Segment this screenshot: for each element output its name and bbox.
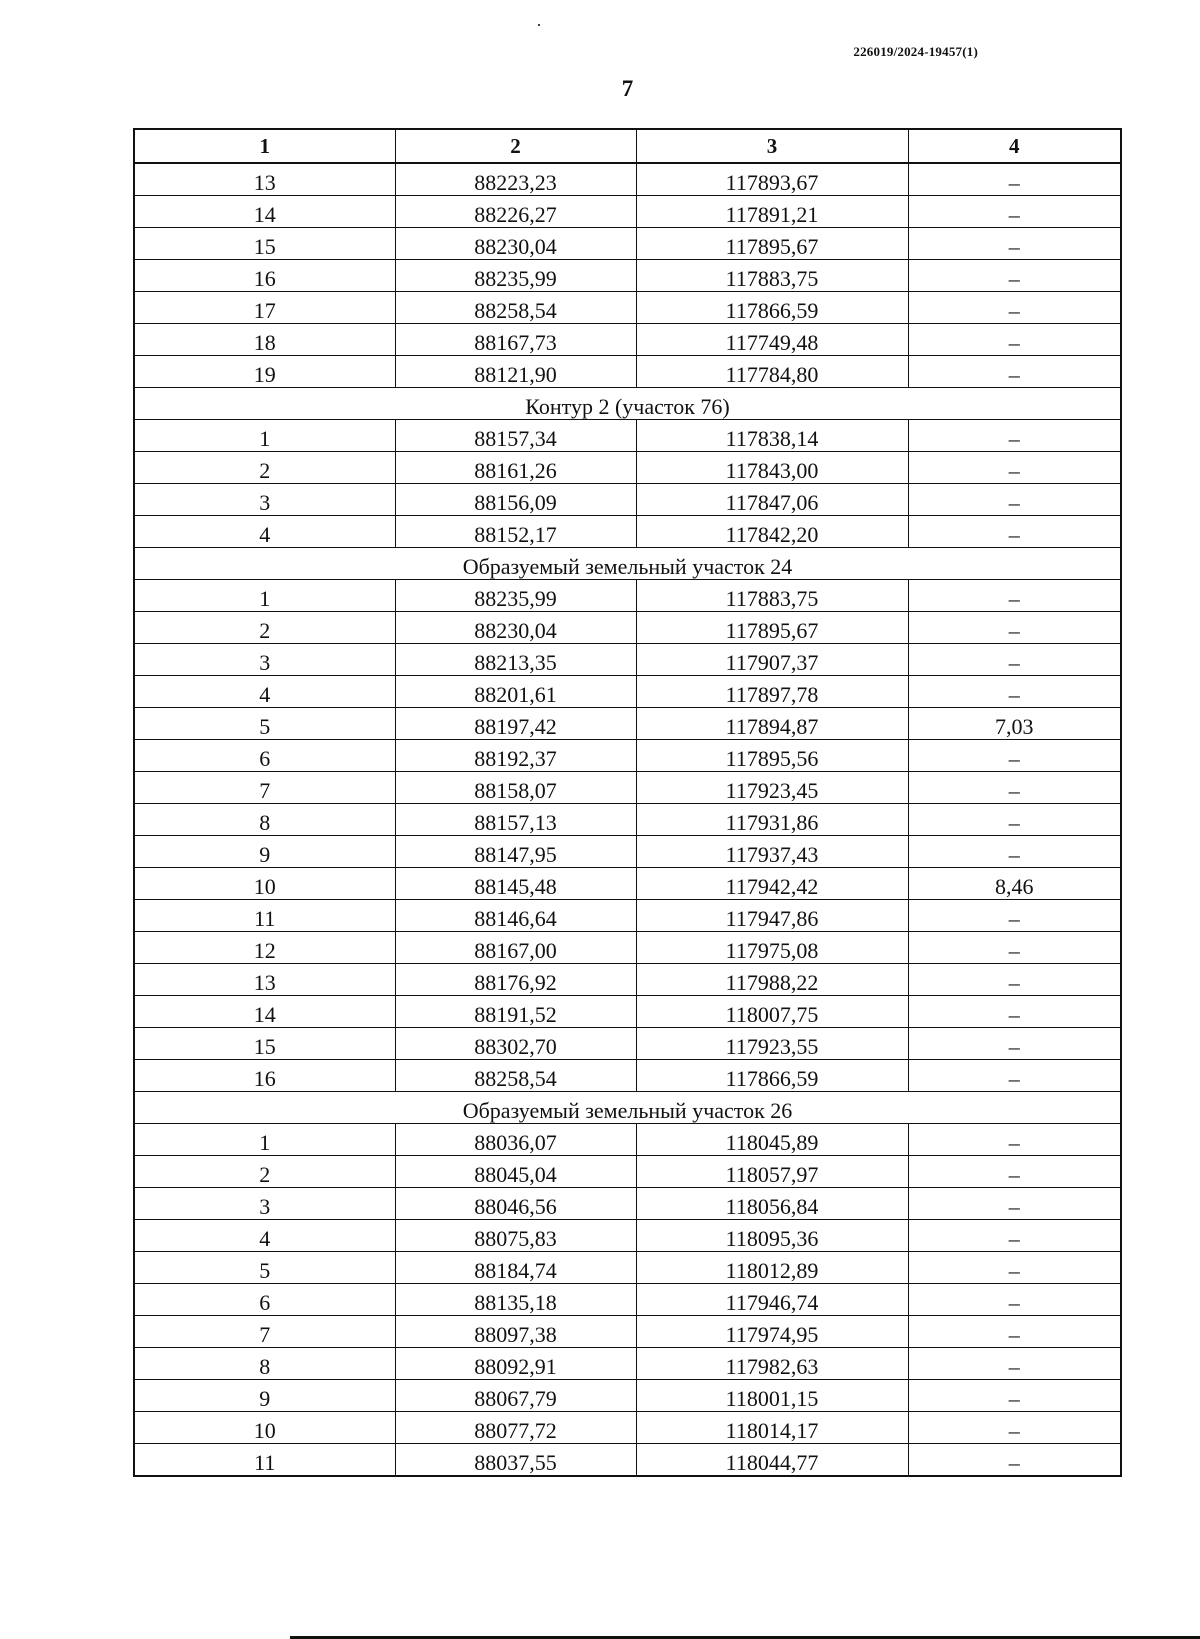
value-cell: – xyxy=(908,900,1121,932)
x-coordinate-cell: 88045,04 xyxy=(395,1156,636,1188)
table-row xyxy=(134,228,1121,260)
x-coordinate-cell: 88213,35 xyxy=(395,644,636,676)
x-coordinate-cell: 88201,61 xyxy=(395,676,636,708)
y-coordinate-cell: 117907,37 xyxy=(636,644,908,676)
x-coordinate-cell: 88097,38 xyxy=(395,1316,636,1348)
x-coordinate-cell: 88146,64 xyxy=(395,900,636,932)
y-coordinate-cell: 117749,48 xyxy=(636,324,908,356)
point-number-cell: 3 xyxy=(134,484,395,516)
column-header-3: 3 xyxy=(636,129,908,163)
table-row xyxy=(134,484,1121,516)
x-coordinate-cell: 88135,18 xyxy=(395,1284,636,1316)
table-row xyxy=(134,868,1121,900)
section-title: Контур 2 (участок 76) xyxy=(134,388,1121,420)
y-coordinate-cell: 118056,84 xyxy=(636,1188,908,1220)
point-number-cell: 10 xyxy=(134,868,395,900)
x-coordinate-cell: 88092,91 xyxy=(395,1348,636,1380)
table-row xyxy=(134,260,1121,292)
section-header-row xyxy=(134,388,1121,420)
y-coordinate-cell: 118012,89 xyxy=(636,1252,908,1284)
point-number-cell: 13 xyxy=(134,163,395,196)
y-coordinate-cell: 117923,55 xyxy=(636,1028,908,1060)
x-coordinate-cell: 88302,70 xyxy=(395,1028,636,1060)
table-row xyxy=(134,740,1121,772)
y-coordinate-cell: 117843,00 xyxy=(636,452,908,484)
y-coordinate-cell: 117946,74 xyxy=(636,1284,908,1316)
section-header-row xyxy=(134,548,1121,580)
table-row xyxy=(134,356,1121,388)
value-cell: – xyxy=(908,1380,1121,1412)
x-coordinate-cell: 88258,54 xyxy=(395,292,636,324)
x-coordinate-cell: 88152,17 xyxy=(395,516,636,548)
point-number-cell: 18 xyxy=(134,324,395,356)
x-coordinate-cell: 88145,48 xyxy=(395,868,636,900)
point-number-cell: 2 xyxy=(134,612,395,644)
point-number-cell: 7 xyxy=(134,1316,395,1348)
x-coordinate-cell: 88156,09 xyxy=(395,484,636,516)
point-number-cell: 12 xyxy=(134,932,395,964)
x-coordinate-cell: 88036,07 xyxy=(395,1124,636,1156)
y-coordinate-cell: 117923,45 xyxy=(636,772,908,804)
table-row xyxy=(134,644,1121,676)
y-coordinate-cell: 117784,80 xyxy=(636,356,908,388)
point-number-cell: 19 xyxy=(134,356,395,388)
value-cell: – xyxy=(908,1028,1121,1060)
table-row xyxy=(134,452,1121,484)
y-coordinate-cell: 117894,87 xyxy=(636,708,908,740)
value-cell: – xyxy=(908,1156,1121,1188)
y-coordinate-cell: 118007,75 xyxy=(636,996,908,1028)
table-row xyxy=(134,420,1121,452)
point-number-cell: 4 xyxy=(134,676,395,708)
x-coordinate-cell: 88037,55 xyxy=(395,1444,636,1477)
y-coordinate-cell: 117883,75 xyxy=(636,260,908,292)
section-title: Образуемый земельный участок 26 xyxy=(134,1092,1121,1124)
value-cell: – xyxy=(908,612,1121,644)
value-cell: – xyxy=(908,452,1121,484)
point-number-cell: 14 xyxy=(134,996,395,1028)
x-coordinate-cell: 88223,23 xyxy=(395,163,636,196)
x-coordinate-cell: 88075,83 xyxy=(395,1220,636,1252)
x-coordinate-cell: 88077,72 xyxy=(395,1412,636,1444)
y-coordinate-cell: 117895,67 xyxy=(636,228,908,260)
x-coordinate-cell: 88161,26 xyxy=(395,452,636,484)
x-coordinate-cell: 88226,27 xyxy=(395,196,636,228)
value-cell: – xyxy=(908,356,1121,388)
y-coordinate-cell: 117866,59 xyxy=(636,292,908,324)
x-coordinate-cell: 88157,34 xyxy=(395,420,636,452)
y-coordinate-cell: 117982,63 xyxy=(636,1348,908,1380)
value-cell: – xyxy=(908,804,1121,836)
coordinates-table xyxy=(133,128,1122,1477)
point-number-cell: 15 xyxy=(134,1028,395,1060)
table-row xyxy=(134,1348,1121,1380)
table-row xyxy=(134,196,1121,228)
point-number-cell: 8 xyxy=(134,804,395,836)
point-number-cell: 14 xyxy=(134,196,395,228)
point-number-cell: 1 xyxy=(134,580,395,612)
y-coordinate-cell: 118057,97 xyxy=(636,1156,908,1188)
point-number-cell: 6 xyxy=(134,1284,395,1316)
point-number-cell: 15 xyxy=(134,228,395,260)
table-row xyxy=(134,1060,1121,1092)
y-coordinate-cell: 117975,08 xyxy=(636,932,908,964)
value-cell: – xyxy=(908,1348,1121,1380)
value-cell: – xyxy=(908,964,1121,996)
y-coordinate-cell: 117974,95 xyxy=(636,1316,908,1348)
x-coordinate-cell: 88235,99 xyxy=(395,580,636,612)
table-row xyxy=(134,324,1121,356)
value-cell: – xyxy=(908,196,1121,228)
x-coordinate-cell: 88230,04 xyxy=(395,228,636,260)
table-row xyxy=(134,964,1121,996)
value-cell: – xyxy=(908,676,1121,708)
value-cell: – xyxy=(908,644,1121,676)
table-row xyxy=(134,1124,1121,1156)
value-cell: – xyxy=(908,228,1121,260)
x-coordinate-cell: 88192,37 xyxy=(395,740,636,772)
table-row xyxy=(134,516,1121,548)
value-cell: – xyxy=(908,1316,1121,1348)
x-coordinate-cell: 88197,42 xyxy=(395,708,636,740)
table-row xyxy=(134,1412,1121,1444)
y-coordinate-cell: 117937,43 xyxy=(636,836,908,868)
scan-artifact-dot xyxy=(538,24,540,26)
table-row xyxy=(134,1316,1121,1348)
value-cell: – xyxy=(908,1220,1121,1252)
x-coordinate-cell: 88157,13 xyxy=(395,804,636,836)
point-number-cell: 17 xyxy=(134,292,395,324)
y-coordinate-cell: 117842,20 xyxy=(636,516,908,548)
y-coordinate-cell: 117897,78 xyxy=(636,676,908,708)
table-row xyxy=(134,676,1121,708)
table-row xyxy=(134,996,1121,1028)
x-coordinate-cell: 88167,73 xyxy=(395,324,636,356)
point-number-cell: 1 xyxy=(134,1124,395,1156)
table-row xyxy=(134,708,1121,740)
table-body xyxy=(134,163,1121,1476)
value-cell: – xyxy=(908,292,1121,324)
value-cell: – xyxy=(908,580,1121,612)
x-coordinate-cell: 88176,92 xyxy=(395,964,636,996)
x-coordinate-cell: 88046,56 xyxy=(395,1188,636,1220)
table-row xyxy=(134,900,1121,932)
y-coordinate-cell: 117883,75 xyxy=(636,580,908,612)
value-cell: – xyxy=(908,1284,1121,1316)
point-number-cell: 7 xyxy=(134,772,395,804)
table-row xyxy=(134,804,1121,836)
point-number-cell: 3 xyxy=(134,644,395,676)
point-number-cell: 2 xyxy=(134,1156,395,1188)
x-coordinate-cell: 88230,04 xyxy=(395,612,636,644)
table-row xyxy=(134,1284,1121,1316)
point-number-cell: 11 xyxy=(134,1444,395,1477)
x-coordinate-cell: 88158,07 xyxy=(395,772,636,804)
point-number-cell: 6 xyxy=(134,740,395,772)
y-coordinate-cell: 117891,21 xyxy=(636,196,908,228)
column-header-2: 2 xyxy=(395,129,636,163)
value-cell: – xyxy=(908,740,1121,772)
y-coordinate-cell: 117947,86 xyxy=(636,900,908,932)
table-row xyxy=(134,612,1121,644)
value-cell: – xyxy=(908,1252,1121,1284)
value-cell: – xyxy=(908,1444,1121,1477)
table-row xyxy=(134,1252,1121,1284)
point-number-cell: 3 xyxy=(134,1188,395,1220)
value-cell: – xyxy=(908,836,1121,868)
column-header-4: 4 xyxy=(908,129,1121,163)
value-cell: – xyxy=(908,516,1121,548)
y-coordinate-cell: 118045,89 xyxy=(636,1124,908,1156)
table-row xyxy=(134,1220,1121,1252)
y-coordinate-cell: 117895,67 xyxy=(636,612,908,644)
value-cell: – xyxy=(908,163,1121,196)
point-number-cell: 1 xyxy=(134,420,395,452)
table-row xyxy=(134,1028,1121,1060)
point-number-cell: 9 xyxy=(134,836,395,868)
value-cell: – xyxy=(908,1060,1121,1092)
y-coordinate-cell: 118014,17 xyxy=(636,1412,908,1444)
point-number-cell: 8 xyxy=(134,1348,395,1380)
value-cell: – xyxy=(908,772,1121,804)
x-coordinate-cell: 88258,54 xyxy=(395,1060,636,1092)
column-header-1: 1 xyxy=(134,129,395,163)
value-cell: 7,03 xyxy=(908,708,1121,740)
section-title: Образуемый земельный участок 24 xyxy=(134,548,1121,580)
table-row xyxy=(134,1156,1121,1188)
y-coordinate-cell: 118044,77 xyxy=(636,1444,908,1477)
value-cell: – xyxy=(908,484,1121,516)
y-coordinate-cell: 118095,36 xyxy=(636,1220,908,1252)
value-cell: – xyxy=(908,1412,1121,1444)
table-row xyxy=(134,932,1121,964)
point-number-cell: 11 xyxy=(134,900,395,932)
y-coordinate-cell: 117838,14 xyxy=(636,420,908,452)
x-coordinate-cell: 88167,00 xyxy=(395,932,636,964)
value-cell: – xyxy=(908,420,1121,452)
x-coordinate-cell: 88147,95 xyxy=(395,836,636,868)
point-number-cell: 9 xyxy=(134,1380,395,1412)
y-coordinate-cell: 117988,22 xyxy=(636,964,908,996)
x-coordinate-cell: 88184,74 xyxy=(395,1252,636,1284)
point-number-cell: 16 xyxy=(134,260,395,292)
y-coordinate-cell: 117895,56 xyxy=(636,740,908,772)
y-coordinate-cell: 117942,42 xyxy=(636,868,908,900)
y-coordinate-cell: 118001,15 xyxy=(636,1380,908,1412)
document-reference-number: 226019/2024-19457(1) xyxy=(853,44,978,59)
table-row xyxy=(134,163,1121,196)
point-number-cell: 2 xyxy=(134,452,395,484)
value-cell: – xyxy=(908,996,1121,1028)
y-coordinate-cell: 117931,86 xyxy=(636,804,908,836)
point-number-cell: 10 xyxy=(134,1412,395,1444)
y-coordinate-cell: 117866,59 xyxy=(636,1060,908,1092)
y-coordinate-cell: 117847,06 xyxy=(636,484,908,516)
x-coordinate-cell: 88067,79 xyxy=(395,1380,636,1412)
value-cell: – xyxy=(908,932,1121,964)
table-row xyxy=(134,292,1121,324)
value-cell: 8,46 xyxy=(908,868,1121,900)
value-cell: – xyxy=(908,324,1121,356)
point-number-cell: 5 xyxy=(134,1252,395,1284)
x-coordinate-cell: 88191,52 xyxy=(395,996,636,1028)
table-header xyxy=(134,129,1121,163)
table-row xyxy=(134,1188,1121,1220)
point-number-cell: 16 xyxy=(134,1060,395,1092)
table-row xyxy=(134,772,1121,804)
page-number: 7 xyxy=(621,76,634,101)
x-coordinate-cell: 88235,99 xyxy=(395,260,636,292)
table-row xyxy=(134,1380,1121,1412)
table-row xyxy=(134,580,1121,612)
point-number-cell: 5 xyxy=(134,708,395,740)
point-number-cell: 13 xyxy=(134,964,395,996)
point-number-cell: 4 xyxy=(134,516,395,548)
x-coordinate-cell: 88121,90 xyxy=(395,356,636,388)
section-header-row xyxy=(134,1092,1121,1124)
value-cell: – xyxy=(908,1188,1121,1220)
table-header-row xyxy=(134,129,1121,163)
y-coordinate-cell: 117893,67 xyxy=(636,163,908,196)
point-number-cell: 4 xyxy=(134,1220,395,1252)
table-row xyxy=(134,836,1121,868)
table-row xyxy=(134,1444,1121,1477)
value-cell: – xyxy=(908,260,1121,292)
value-cell: – xyxy=(908,1124,1121,1156)
